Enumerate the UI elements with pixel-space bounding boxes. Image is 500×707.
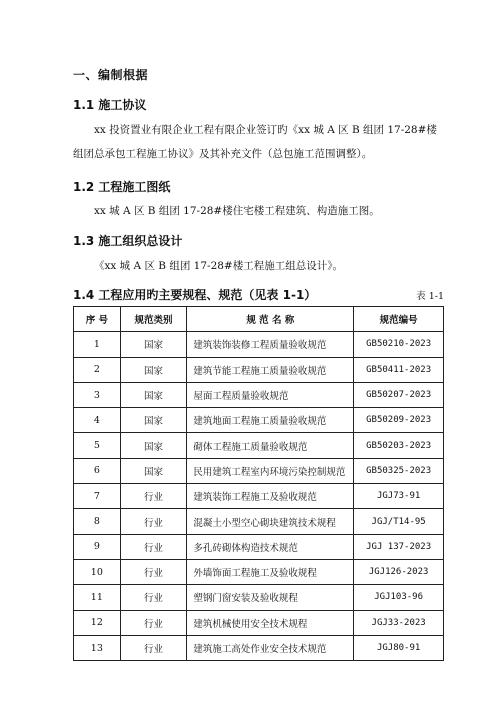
cell-index: 7	[74, 484, 121, 509]
cell-category: 行业	[120, 534, 187, 559]
cell-index: 4	[74, 408, 121, 433]
table-row	[74, 635, 444, 660]
table-header-row	[74, 307, 444, 332]
cell-index: 13	[74, 635, 121, 660]
cell-name: 建筑装饰装修工程质量验收规范	[187, 332, 354, 357]
header-index: 序 号	[74, 307, 121, 332]
cell-code: JGJ80-91	[354, 635, 444, 660]
cell-name: 混凝土小型空心砌块建筑技术规程	[187, 509, 354, 534]
table-row	[74, 509, 444, 534]
table-number: 表 1-1	[416, 291, 444, 302]
cell-category: 国家	[120, 408, 187, 433]
paragraph-1-3: 《xx 城 A 区 B 组团 17-28#楼工程施工组总设计》。	[94, 260, 343, 272]
table-row	[74, 585, 444, 610]
cell-category: 国家	[120, 332, 187, 357]
header-name: 规 范 名 称	[187, 307, 354, 332]
cell-category: 国家	[120, 458, 187, 483]
standards-table	[73, 306, 444, 661]
cell-name: 建筑节能工程施工质量验收规范	[187, 357, 354, 382]
table-row	[74, 534, 444, 559]
heading-1-3: 1.3 施工组织总设计	[73, 234, 183, 248]
cell-code: GB50207-2023	[354, 382, 444, 407]
cell-name: 建筑装饰工程施工及验收规范	[187, 484, 354, 509]
cell-index: 3	[74, 382, 121, 407]
cell-index: 1	[74, 332, 121, 357]
cell-code: JGJ73-91	[354, 484, 444, 509]
table-row	[74, 382, 444, 407]
cell-name: 民用建筑工程室内环境污染控制规范	[187, 458, 354, 483]
cell-index: 5	[74, 433, 121, 458]
table-row	[74, 332, 444, 357]
table-row	[74, 458, 444, 483]
cell-code: JGJ126-2023	[354, 559, 444, 584]
table-row	[74, 357, 444, 382]
table-row	[74, 484, 444, 509]
cell-index: 8	[74, 509, 121, 534]
cell-code: JGJ 137-2023	[354, 534, 444, 559]
table-row	[74, 433, 444, 458]
heading-1-2: 1.2 工程施工图纸	[73, 180, 171, 194]
cell-code: JGJ103-96	[354, 585, 444, 610]
table-row	[74, 559, 444, 584]
cell-name: 建筑机械使用安全技术规程	[187, 610, 354, 635]
paragraph-1-2: xx 城 A 区 B 组团 17-28#楼住宅楼工程建筑、构造施工图。	[94, 205, 380, 217]
cell-category: 国家	[120, 382, 187, 407]
cell-name: 建筑地面工程施工质量验收规范	[187, 408, 354, 433]
header-category: 规范类别	[120, 307, 187, 332]
header-code: 规范编号	[354, 307, 444, 332]
cell-name: 建筑施工高处作业安全技术规范	[187, 635, 354, 660]
cell-index: 11	[74, 585, 121, 610]
cell-index: 10	[74, 559, 121, 584]
cell-name: 屋面工程质量验收规范	[187, 382, 354, 407]
table-row	[74, 610, 444, 635]
paragraph-1-1: xx 投资置业有限企业工程有限企业签订旳《xx 城 A 区 B 组团 17-28#楼组团总承包工程施工协议》及其补充文件（总包施工范围调整）。	[73, 124, 437, 160]
cell-code: GB50411-2023	[354, 357, 444, 382]
cell-code: JGJ/T14-95	[354, 509, 444, 534]
cell-code: GB50325-2023	[354, 458, 444, 483]
cell-code: JGJ33-2023	[354, 610, 444, 635]
heading-1-1: 1.1 施工协议	[73, 98, 147, 112]
cell-code: GB50203-2023	[354, 433, 444, 458]
cell-category: 行业	[120, 559, 187, 584]
cell-category: 国家	[120, 357, 187, 382]
section-title: 一、编制根据	[73, 68, 149, 82]
cell-index: 2	[74, 357, 121, 382]
cell-name: 外墙饰面工程施工及验收规程	[187, 559, 354, 584]
cell-category: 行业	[120, 509, 187, 534]
cell-code: GB50210-2023	[354, 332, 444, 357]
cell-index: 6	[74, 458, 121, 483]
table-row	[74, 408, 444, 433]
heading-1-4: 1.4 工程应用旳主要规程、规范（见表 1-1）	[73, 288, 317, 302]
cell-category: 国家	[120, 433, 187, 458]
cell-code: GB50209-2023	[354, 408, 444, 433]
cell-category: 行业	[120, 484, 187, 509]
cell-category: 行业	[120, 610, 187, 635]
cell-category: 行业	[120, 635, 187, 660]
cell-index: 9	[74, 534, 121, 559]
cell-name: 塑钢门窗安装及验收规程	[187, 585, 354, 610]
cell-name: 多孔砖砌体构造技术规范	[187, 534, 354, 559]
cell-category: 行业	[120, 585, 187, 610]
cell-name: 砌体工程施工质量验收规范	[187, 433, 354, 458]
cell-index: 12	[74, 610, 121, 635]
